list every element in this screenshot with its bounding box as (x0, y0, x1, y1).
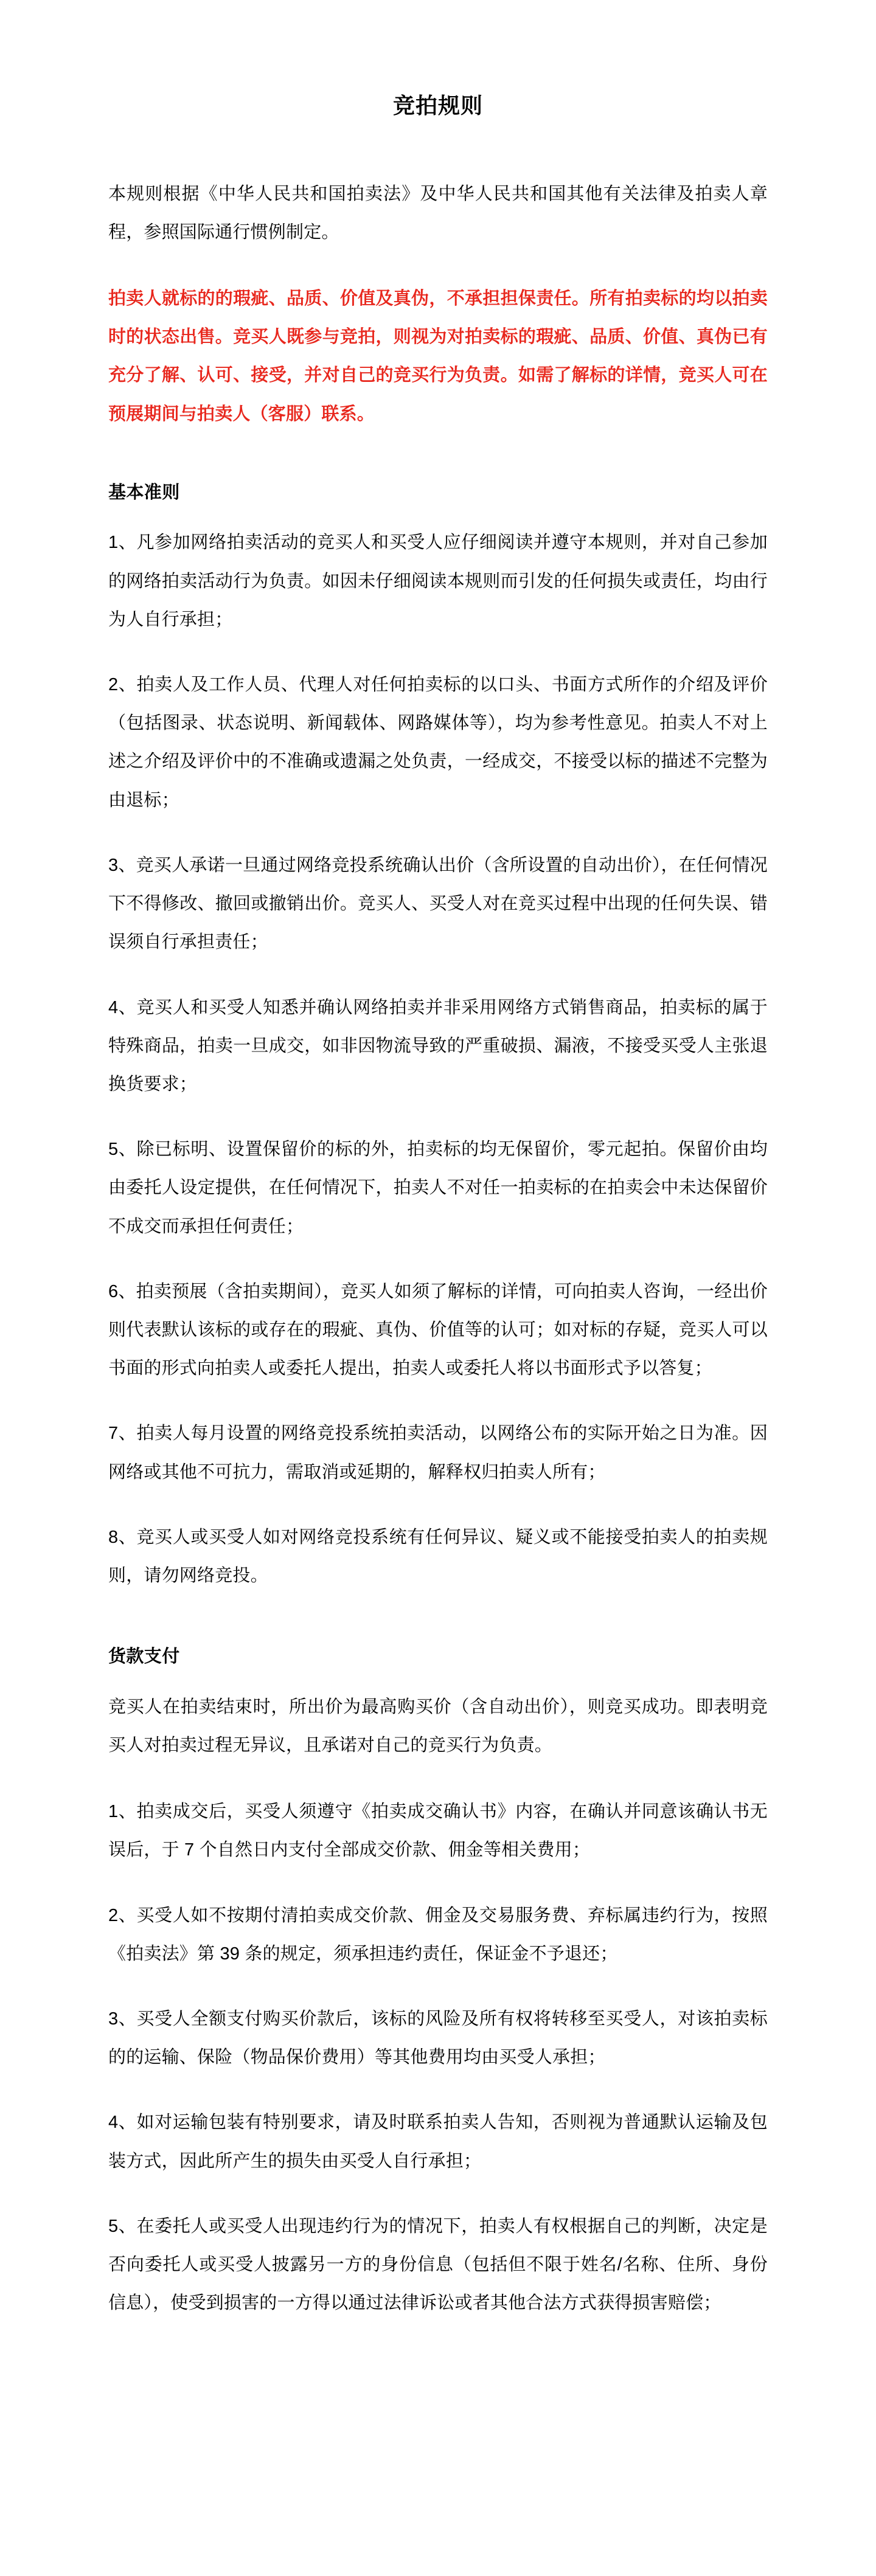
payment-item: 4、如对运输包装有特别要求，请及时联系拍卖人告知，否则视为普通默认运输及包装方式，因此所产生的损失由买受人自行承担； (108, 2113, 768, 2171)
disclaimer-notice: 拍卖人就标的的瑕疵、品质、价值及真伪，不承担担保责任。所有拍卖标的均以拍卖时的状态出售。竞买人既参与竞拍，则视为对拍卖标的瑕疵、品质、价值、真伪已有充分了解、认可、接受，并对自己的竞买行为负责。如需了解标的详情，竞买人可在预展期间与拍卖人（客服）联系。 (108, 289, 768, 424)
rule-item: 4、竞买人和买受人知悉并确认网络拍卖并非采用网络方式销售商品，拍卖标的属于特殊商品，拍卖一旦成交，如非因物流导致的严重破损、漏液，不接受买受人主张退换货要求； (108, 997, 768, 1094)
section-payment (108, 1643, 768, 2322)
section-heading-basic-rules: 基本准则 (108, 482, 180, 502)
rule-item: 5、除已标明、设置保留价的标的外，拍卖标的均无保留价，零元起拍。保留价由均由委托人设定提供，在任何情况下，拍卖人不对任一拍卖标的在拍卖会中未达保留价不成交而承担任何责任； (108, 1140, 768, 1236)
rule-item: 6、拍卖预展（含拍卖期间），竞买人如须了解标的详情，可向拍卖人咨询，一经出价则代表默认该标的或存在的瑕疵、真伪、价值等的认可；如对标的存疑，竞买人可以书面的形式向拍卖人或委托人提出，拍卖人或委托人将以书面形式予以答复； (108, 1281, 768, 1379)
section-spacer (108, 1622, 768, 1643)
document-body (108, 136, 768, 2323)
section-spacer (108, 468, 768, 479)
intro-paragraph: 本规则根据《中华人民共和国拍卖法》及中华人民共和国其他有关法律及拍卖人章程，参照国际通行惯例制定。 (108, 184, 768, 242)
section-basic-rules (108, 479, 768, 1595)
rule-item: 1、凡参加网络拍卖活动的竞买人和买受人应仔细阅读并遵守本规则，并对自己参加的网络拍卖活动行为负责。如因未仔细阅读本规则而引发的任何损失或责任，均由行为人自行承担； (108, 533, 768, 629)
rule-item: 7、拍卖人每月设置的网络竞投系统拍卖活动，以网络公布的实际开始之日为准。因网络或其他不可抗力，需取消或延期的，解释权归拍卖人所有； (108, 1424, 768, 1482)
payment-item: 2、买受人如不按期付清拍卖成交价款、佣金及交易服务费、弃标属违约行为，按照《拍卖法》第 39 条的规定，须承担违约责任，保证金不予退还； (108, 1905, 768, 1964)
rule-item: 8、竞买人或买受人如对网络竞投系统有任何异议、疑义或不能接受拍卖人的拍卖规则，请勿网络竞投。 (108, 1527, 768, 1586)
payment-item: 5、在委托人或买受人出现违约行为的情况下，拍卖人有权根据自己的判断，决定是否向委托人或买受人披露另一方的身份信息（包括但不限于姓名/名称、住所、身份信息），使受到损害的一方得以通过法律诉讼或者其他合法方式获得损害赔偿； (108, 2216, 768, 2313)
rule-item: 2、拍卖人及工作人员、代理人对任何拍卖标的以口头、书面方式所作的介绍及评价（包括图录、状态说明、新闻载体、网路媒体等），均为参考性意见。拍卖人不对上述之介绍及评价中的不准确或遗漏之处负责，一经成交，不接受以标的描述不完整为由退标； (108, 674, 768, 810)
section-heading-payment: 货款支付 (108, 1647, 180, 1667)
payment-item: 1、拍卖成交后，买受人须遵守《拍卖成交确认书》内容，在确认并同意该确认书无误后，于 7 个自然日内支付全部成交价款、佣金等相关费用； (108, 1802, 768, 1860)
rule-item: 3、竞买人承诺一旦通过网络竞投系统确认出价（含所设置的自动出价），在任何情况下不得修改、撤回或撤销出价。竞买人、买受人对在竞买过程中出现的任何失误、错误须自行承担责任； (108, 855, 768, 952)
auction-rules-page (0, 15, 876, 2576)
page-title: 竞拍规则 (392, 93, 483, 119)
payment-item: 3、买受人全额支付购买价款后，该标的风险及所有权将转移至买受人，对该拍卖标的的运输、保险（物品保价费用）等其他费用均由买受人承担； (108, 2009, 768, 2068)
payment-lead-paragraph: 竞买人在拍卖结束时，所出价为最高购买价（含自动出价），则竞买成功。即表明竞买人对拍卖过程无异议，且承诺对自己的竞买行为负责。 (108, 1697, 768, 1755)
